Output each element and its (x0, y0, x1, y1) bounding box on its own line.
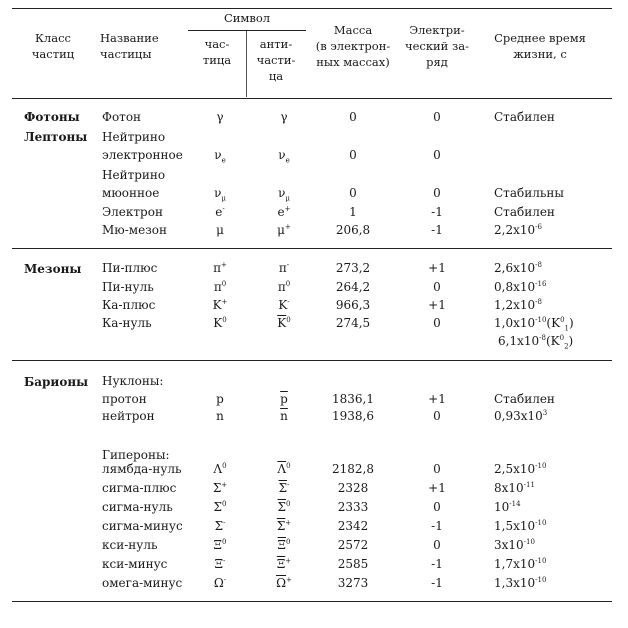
lifetime-note-sup: 0 (560, 316, 565, 324)
header-name: Название частицы (100, 31, 159, 61)
symbol-base: e (277, 205, 285, 219)
symbol-base: γ (280, 110, 288, 124)
lifetime-exponent: -10 (535, 576, 547, 584)
lifetime-value (494, 203, 555, 221)
symbol-subscript: e (221, 156, 226, 165)
symbol-base: ν (214, 148, 222, 162)
charge-value: 0 (433, 110, 441, 124)
lifetime-exponent: -10 (523, 538, 535, 546)
lifetime-mantissa: 2,6x10 (494, 261, 536, 275)
particle-symbol (200, 278, 240, 296)
lifetime-mantissa: 10 (494, 500, 510, 514)
lifetime-mantissa: 2,5x10 (494, 462, 536, 476)
mass-value: 3273 (337, 576, 369, 590)
particle-symbol (200, 296, 240, 314)
charge-value: -1 (431, 576, 443, 590)
lifetime-note-close: ) (568, 334, 574, 348)
charge-value: 0 (433, 500, 441, 514)
particle-name: омега-минус (102, 576, 183, 590)
symbol-rule (188, 30, 306, 31)
lifetime-value (494, 390, 555, 408)
antiparticle-symbol (264, 517, 304, 535)
lifetime-value (494, 574, 546, 592)
lifetime-mantissa: Стабилен (494, 110, 555, 124)
antiparticle-symbol (264, 498, 304, 516)
symbol-superscript: - (287, 298, 290, 306)
lifetime-value (494, 184, 564, 202)
symbol-base: ν (214, 186, 222, 200)
particle-name: Нейтрино (102, 130, 166, 144)
particle-name-line2: мюонное (102, 186, 160, 200)
symbol-base: π (278, 261, 287, 275)
particle-symbol (200, 108, 240, 126)
antiparticle-symbol (264, 574, 304, 592)
mass-value: 273,2 (335, 261, 371, 275)
particle-symbol (200, 221, 240, 239)
symbol-base: Σ (214, 519, 224, 533)
lifetime-value (494, 460, 546, 478)
particle-symbol (200, 574, 240, 592)
mass-value: 2333 (337, 500, 369, 514)
charge-value: +1 (428, 261, 446, 275)
symbol-base: Ξ (213, 538, 222, 552)
particle-name: Мю-мезон (102, 223, 167, 237)
symbol-base: $\overline{n}$ (280, 409, 288, 423)
group-leptons: Лептоны (24, 130, 88, 144)
symbol-base: γ (216, 110, 224, 124)
symbol-superscript: 0 (285, 280, 291, 288)
symbol-base: $\overline{K}$ (277, 316, 287, 330)
symbol-base: $\overline{p}$ (280, 392, 288, 406)
mass-value: 1836,1 (332, 392, 374, 406)
symbol-base: e (215, 205, 223, 219)
symbol-superscript: + (285, 557, 292, 565)
charge-value: -1 (431, 557, 443, 571)
particle-name: сигма-плюс (102, 481, 177, 495)
lifetime-mantissa: 0,8x10 (494, 280, 536, 294)
lifetime-note-sup: 0 (559, 334, 565, 342)
lifetime-value (494, 517, 546, 535)
lifetime-exponent: -10 (535, 316, 547, 324)
lifetime-exponent: -16 (535, 280, 547, 288)
lifetime-mantissa: 3x10 (494, 538, 524, 552)
lifetime-exponent: -10 (535, 462, 547, 470)
symbol-superscript: + (286, 576, 292, 584)
mass-value: 2585 (337, 557, 369, 571)
leptons-end-rule (12, 248, 612, 249)
particle-name: Ка-плюс (102, 298, 156, 312)
particle-name: нейтрон (102, 409, 155, 423)
lifetime-mantissa: 1,5x10 (494, 519, 536, 533)
symbol-base: $\overline{\Omega}$ (276, 576, 287, 590)
mass-value: 966,3 (335, 298, 371, 312)
lifetime-exponent: -8 (535, 298, 542, 306)
antiparticle-symbol (264, 278, 304, 296)
particle-name: лямбда-нуль (102, 462, 182, 476)
lifetime-note-sub: 1 (564, 324, 569, 333)
mass-value: 1 (349, 205, 357, 219)
lifetime-mantissa: 2,2x10 (494, 223, 536, 237)
symbol-base: $\overline{\Sigma}$ (276, 519, 286, 533)
antiparticle-symbol (264, 536, 304, 554)
antiparticle-symbol (264, 203, 304, 221)
charge-value: 0 (433, 462, 441, 476)
lifetime-value (494, 498, 521, 516)
symbol-base: Ω (213, 576, 224, 590)
symbol-superscript: 0 (222, 316, 227, 324)
symbol-base: $\overline{\Sigma}$ (277, 500, 286, 514)
symbol-superscript: + (284, 223, 291, 231)
antiparticle-symbol (264, 296, 304, 314)
particle-symbol (200, 390, 240, 408)
mass-value: 2342 (337, 519, 369, 533)
antiparticle-symbol (264, 407, 304, 425)
lifetime-note: (K (546, 316, 561, 330)
lifetime-value (494, 555, 546, 573)
charge-value: 0 (433, 148, 441, 162)
particle-name: сигма-нуль (102, 500, 173, 514)
symbol-superscript: + (284, 205, 291, 213)
mass-value: 264,2 (335, 280, 371, 294)
symbol-superscript: 0 (286, 462, 291, 470)
lifetime-exponent: -10 (535, 557, 547, 565)
symbol-base: Σ (213, 500, 222, 514)
charge-value: 0 (433, 538, 441, 552)
lifetime-value (494, 536, 535, 554)
particle-symbol (200, 517, 240, 535)
lifetime-mantissa: 1,3x10 (494, 576, 536, 590)
lifetime-exponent: -8 (535, 261, 542, 269)
charge-value: -1 (431, 205, 443, 219)
mass-value: 2182,8 (332, 462, 374, 476)
symbol-base: π (277, 280, 286, 294)
symbol-base: μ (277, 223, 285, 237)
particle-name: Ка-нуль (102, 316, 152, 330)
symbol-superscript: - (223, 557, 226, 565)
antiparticle-symbol (264, 108, 304, 126)
symbol-superscript: 0 (286, 500, 291, 508)
header-antiparticle: анти- части- ца (256, 37, 296, 83)
symbol-base: K (212, 298, 222, 312)
lifetime-exponent: -14 (509, 500, 521, 508)
symbol-superscript: + (285, 519, 292, 527)
antiparticle-symbol (264, 555, 304, 573)
particle-name: кси-минус (102, 557, 168, 571)
symbol-base: K (213, 316, 223, 330)
mass-value: 2572 (337, 538, 369, 552)
particle-name: Фотон (102, 110, 142, 124)
lifetime-mantissa: 6,1x10 (498, 334, 540, 348)
particle-symbol (200, 314, 240, 332)
charge-value: +1 (428, 481, 446, 495)
lifetime-mantissa: 1,0x10 (494, 316, 536, 330)
symbol-base: ν (278, 186, 286, 200)
symbol-base: Σ (212, 481, 222, 495)
lifetime-value (494, 259, 542, 277)
mass-value: 274,5 (335, 316, 371, 330)
header-class: Класс частиц (31, 31, 75, 61)
header-rule (12, 98, 612, 99)
lifetime-note-sub: 2 (564, 342, 569, 351)
lifetime-note: (K (545, 334, 560, 348)
antiparticle-symbol (264, 390, 304, 408)
particle-name: сигма-минус (102, 519, 183, 533)
lifetime-mantissa: 8x10 (494, 481, 524, 495)
lifetime-value (494, 278, 546, 296)
symbol-superscript: + (221, 298, 228, 306)
charge-value: 0 (433, 280, 441, 294)
lifetime-mantissa: Стабилен (494, 205, 555, 219)
symbol-superscript: 0 (222, 462, 227, 470)
particle-name: протон (102, 392, 147, 406)
lifetime-mantissa: 0,93x10 (494, 409, 543, 423)
symbol-base: π (213, 261, 221, 275)
header-lifetime: Среднее время жизни, с (494, 31, 586, 61)
symbol-base: $\overline{\Xi}$ (276, 557, 286, 571)
charge-value: 0 (433, 186, 441, 200)
mass-value: 206,8 (335, 223, 371, 237)
particle-name: Пи-нуль (102, 280, 154, 294)
lifetime-value (494, 479, 535, 497)
lifetime-exponent: -10 (535, 519, 547, 527)
header-charge: Электри- ческий за- ряд (404, 23, 470, 69)
antiparticle-symbol (264, 314, 304, 332)
group-photons: Фотоны (24, 110, 80, 124)
symbol-base: ν (278, 148, 286, 162)
symbol-subscript: μ (285, 194, 290, 203)
charge-value: 0 (433, 409, 441, 423)
particle-symbol (200, 479, 240, 497)
group-baryons: Барионы (24, 375, 89, 389)
mesons-end-rule (12, 360, 612, 361)
lifetime-value-2 (498, 332, 573, 350)
mass-value: 0 (349, 110, 357, 124)
group-mesons: Мезоны (24, 262, 82, 276)
lifetime-exponent: 3 (542, 409, 548, 417)
symbol-superscript: - (223, 576, 227, 584)
lifetime-mantissa: 1,7x10 (494, 557, 536, 571)
particle-symbol (200, 203, 240, 221)
lifetime-value (494, 407, 547, 425)
symbol-base: n (216, 409, 224, 423)
symbol-base: $\overline{\Xi}$ (277, 538, 286, 552)
symbol-base: $\overline{\Lambda}$ (277, 462, 287, 476)
particle-name: Гипероны: (102, 448, 170, 462)
particle-name: Пи-плюс (102, 261, 158, 275)
lifetime-value (494, 296, 542, 314)
lifetime-value (494, 314, 574, 332)
symbol-base: $\overline{\Sigma}$ (278, 481, 288, 495)
antiparticle-symbol (264, 146, 304, 164)
symbol-superscript: 0 (221, 538, 227, 546)
particle-symbol (200, 555, 240, 573)
particle-name: Нуклоны: (102, 374, 164, 388)
symbol-superscript: 0 (286, 316, 291, 324)
antiparticle-symbol (264, 479, 304, 497)
antiparticle-symbol (264, 221, 304, 239)
symbol-base: μ (216, 223, 224, 237)
particle-symbol (200, 259, 240, 277)
symbol-superscript: + (221, 481, 228, 489)
symbol-base: K (278, 298, 288, 312)
particle-symbol (200, 498, 240, 516)
mass-value: 0 (349, 186, 357, 200)
lifetime-value (494, 221, 542, 239)
charge-value: +1 (428, 298, 446, 312)
bottom-rule (12, 601, 612, 602)
charge-value: +1 (428, 392, 446, 406)
symbol-superscript: 0 (285, 538, 291, 546)
symbol-superscript: - (286, 261, 290, 269)
particle-name-line2: электронное (102, 148, 183, 162)
symbol-base: π (213, 280, 222, 294)
particle-symbol (200, 184, 240, 202)
lifetime-mantissa: Стабильны (494, 186, 564, 200)
symbol-superscript: + (221, 261, 227, 269)
lifetime-value (494, 108, 555, 126)
mass-value: 0 (349, 148, 357, 162)
lifetime-exponent: -11 (523, 481, 535, 489)
symbol-superscript: 0 (221, 280, 227, 288)
lifetime-exponent: -8 (539, 334, 546, 342)
antiparticle-symbol (264, 259, 304, 277)
charge-value: 0 (433, 316, 441, 330)
symbol-subscript: e (285, 156, 290, 165)
mass-value: 1938,6 (332, 409, 374, 423)
particle-name: Электрон (102, 205, 163, 219)
lifetime-note-close: ) (569, 316, 574, 330)
lifetime-mantissa: Стабилен (494, 392, 555, 406)
symbol-base: Ξ (214, 557, 224, 571)
symbol-superscript: - (223, 519, 226, 527)
symbol-superscript: - (287, 481, 290, 489)
header-particle: час- тица (202, 37, 232, 67)
antiparticle-symbol (264, 184, 304, 202)
particle-symbol (200, 407, 240, 425)
particle-symbol (200, 536, 240, 554)
header-mass: Масса (в электрон- ных массах) (315, 23, 391, 69)
particle-name: Нейтрино (102, 168, 166, 182)
lifetime-exponent: -6 (535, 223, 542, 231)
header-symbol: Символ (223, 11, 271, 25)
particle-symbol (200, 460, 240, 478)
top-rule (12, 8, 612, 9)
particle-name: кси-нуль (102, 538, 158, 552)
antiparticle-symbol (264, 460, 304, 478)
symbol-base: Λ (213, 462, 223, 476)
symbol-base: p (216, 392, 224, 406)
mass-value: 2328 (337, 481, 369, 495)
charge-value: -1 (431, 519, 443, 533)
symbol-superscript: - (222, 205, 225, 213)
lifetime-mantissa: 1,2x10 (494, 298, 536, 312)
symbol-superscript: 0 (222, 500, 227, 508)
symbol-subscript: μ (221, 194, 226, 203)
charge-value: -1 (431, 223, 443, 237)
particle-symbol (200, 146, 240, 164)
